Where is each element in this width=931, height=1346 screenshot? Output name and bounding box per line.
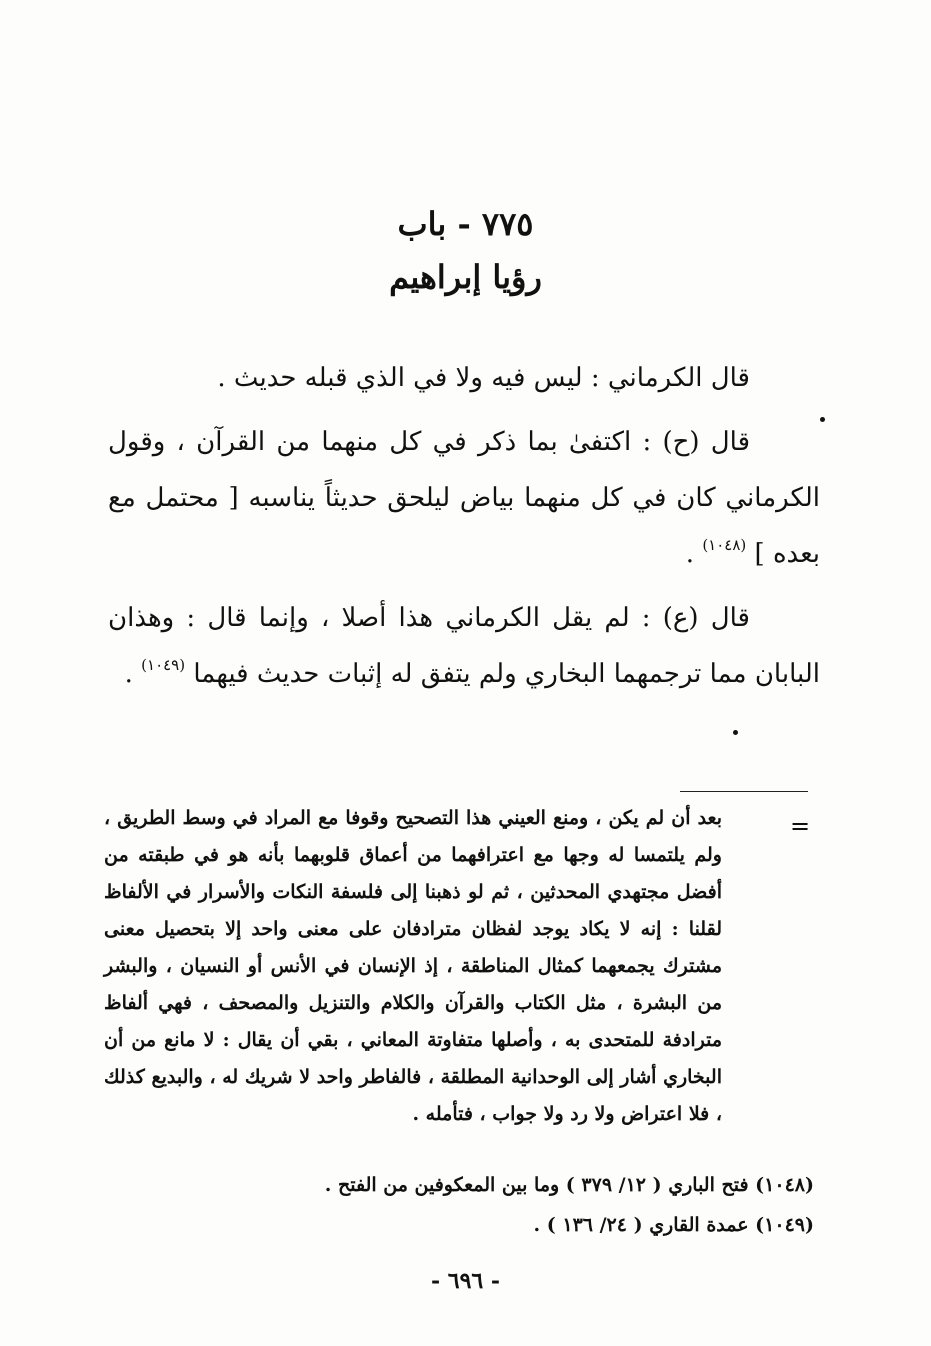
- chapter-title: رؤيا إبراهيم: [389, 258, 542, 296]
- margin-dot: [820, 417, 825, 422]
- main-text: [108, 350, 820, 710]
- footnote-1549: (١٠٤٩) عمدة القاري ( ٢٤/ ١٣٦ ) .: [533, 1214, 814, 1236]
- page-number: - ٦٩٦ -: [430, 1268, 501, 1294]
- paragraph-2: [108, 414, 820, 582]
- stray-dot: [733, 730, 738, 735]
- footnote-1548: (١٠٤٨) فتح الباري ( ١٢/ ٣٧٩ ) وما بين المعكوفين من الفتح .: [324, 1174, 814, 1196]
- paragraph-2-text: قال (ح) : اكتفىٰ بما ذكر في كل منهما من القرآن ، وقول الكرماني كان في كل منهما بياض ليلحق حديثاً يناسبه [ محتمل مع بعده ]: [108, 427, 820, 569]
- chapter-number: ٧٧٥ - باب: [397, 205, 534, 243]
- footnote-ref-1549[interactable]: (١٠٤٩): [141, 656, 186, 674]
- paragraph-3: [108, 590, 820, 702]
- paragraph-1: قال الكرماني : ليس فيه ولا في الذي قبله حديث .: [217, 363, 750, 393]
- paragraph-2-end: .: [685, 539, 703, 569]
- continuation-mark: =: [790, 812, 811, 840]
- footnote-continuation: بعد أن لم يكن ، ومنع العيني هذا التصحيح وقوفا مع المراد في وسط الطريق ، ولم يلتمسا له وجها مع اعترافهما من أعماق قلوبهما بأنه هو في طبقته من أفضل مجتهدي المحدثين ، ثم لو ذهبنا إلى فلسفة النكات والأسرار في الألفاظ لقلنا : إنه لا يكاد يوجد لفظان مترادفان على معنى واحد إلا بتحصيل معنى مشترك يجمعهما كمثال المناطقة ، إذ الإنسان في الأنس أو النسيان ، والبشر من البشرة ، مثل الكتاب والقرآن والكلام والتنزيل والمصحف ، فهي ألفاظ مترادفة للمتحدى به ، وأصلها متفاوتة المعاني ، بقي أن يقال : لا مانع من أن البخاري أشار إلى الوحدانية المطلقة ، فالفاطر واحد لا شريك له ، والبديع كذلك ، فلا اعتراض ولا رد ولا جواب ، فتأمله .: [104, 807, 722, 1125]
- paragraph-3-text: قال (ع) : لم يقل الكرماني هذا أصلا ، وإنما قال : وهذان البابان مما ترجمهما البخاري ولم يتفق له إثبات حديث فيهما: [108, 603, 820, 689]
- footnote-divider: [680, 791, 808, 792]
- footnote-ref-1548[interactable]: (١٠٤٨): [702, 536, 747, 554]
- paragraph-3-end: .: [124, 659, 142, 689]
